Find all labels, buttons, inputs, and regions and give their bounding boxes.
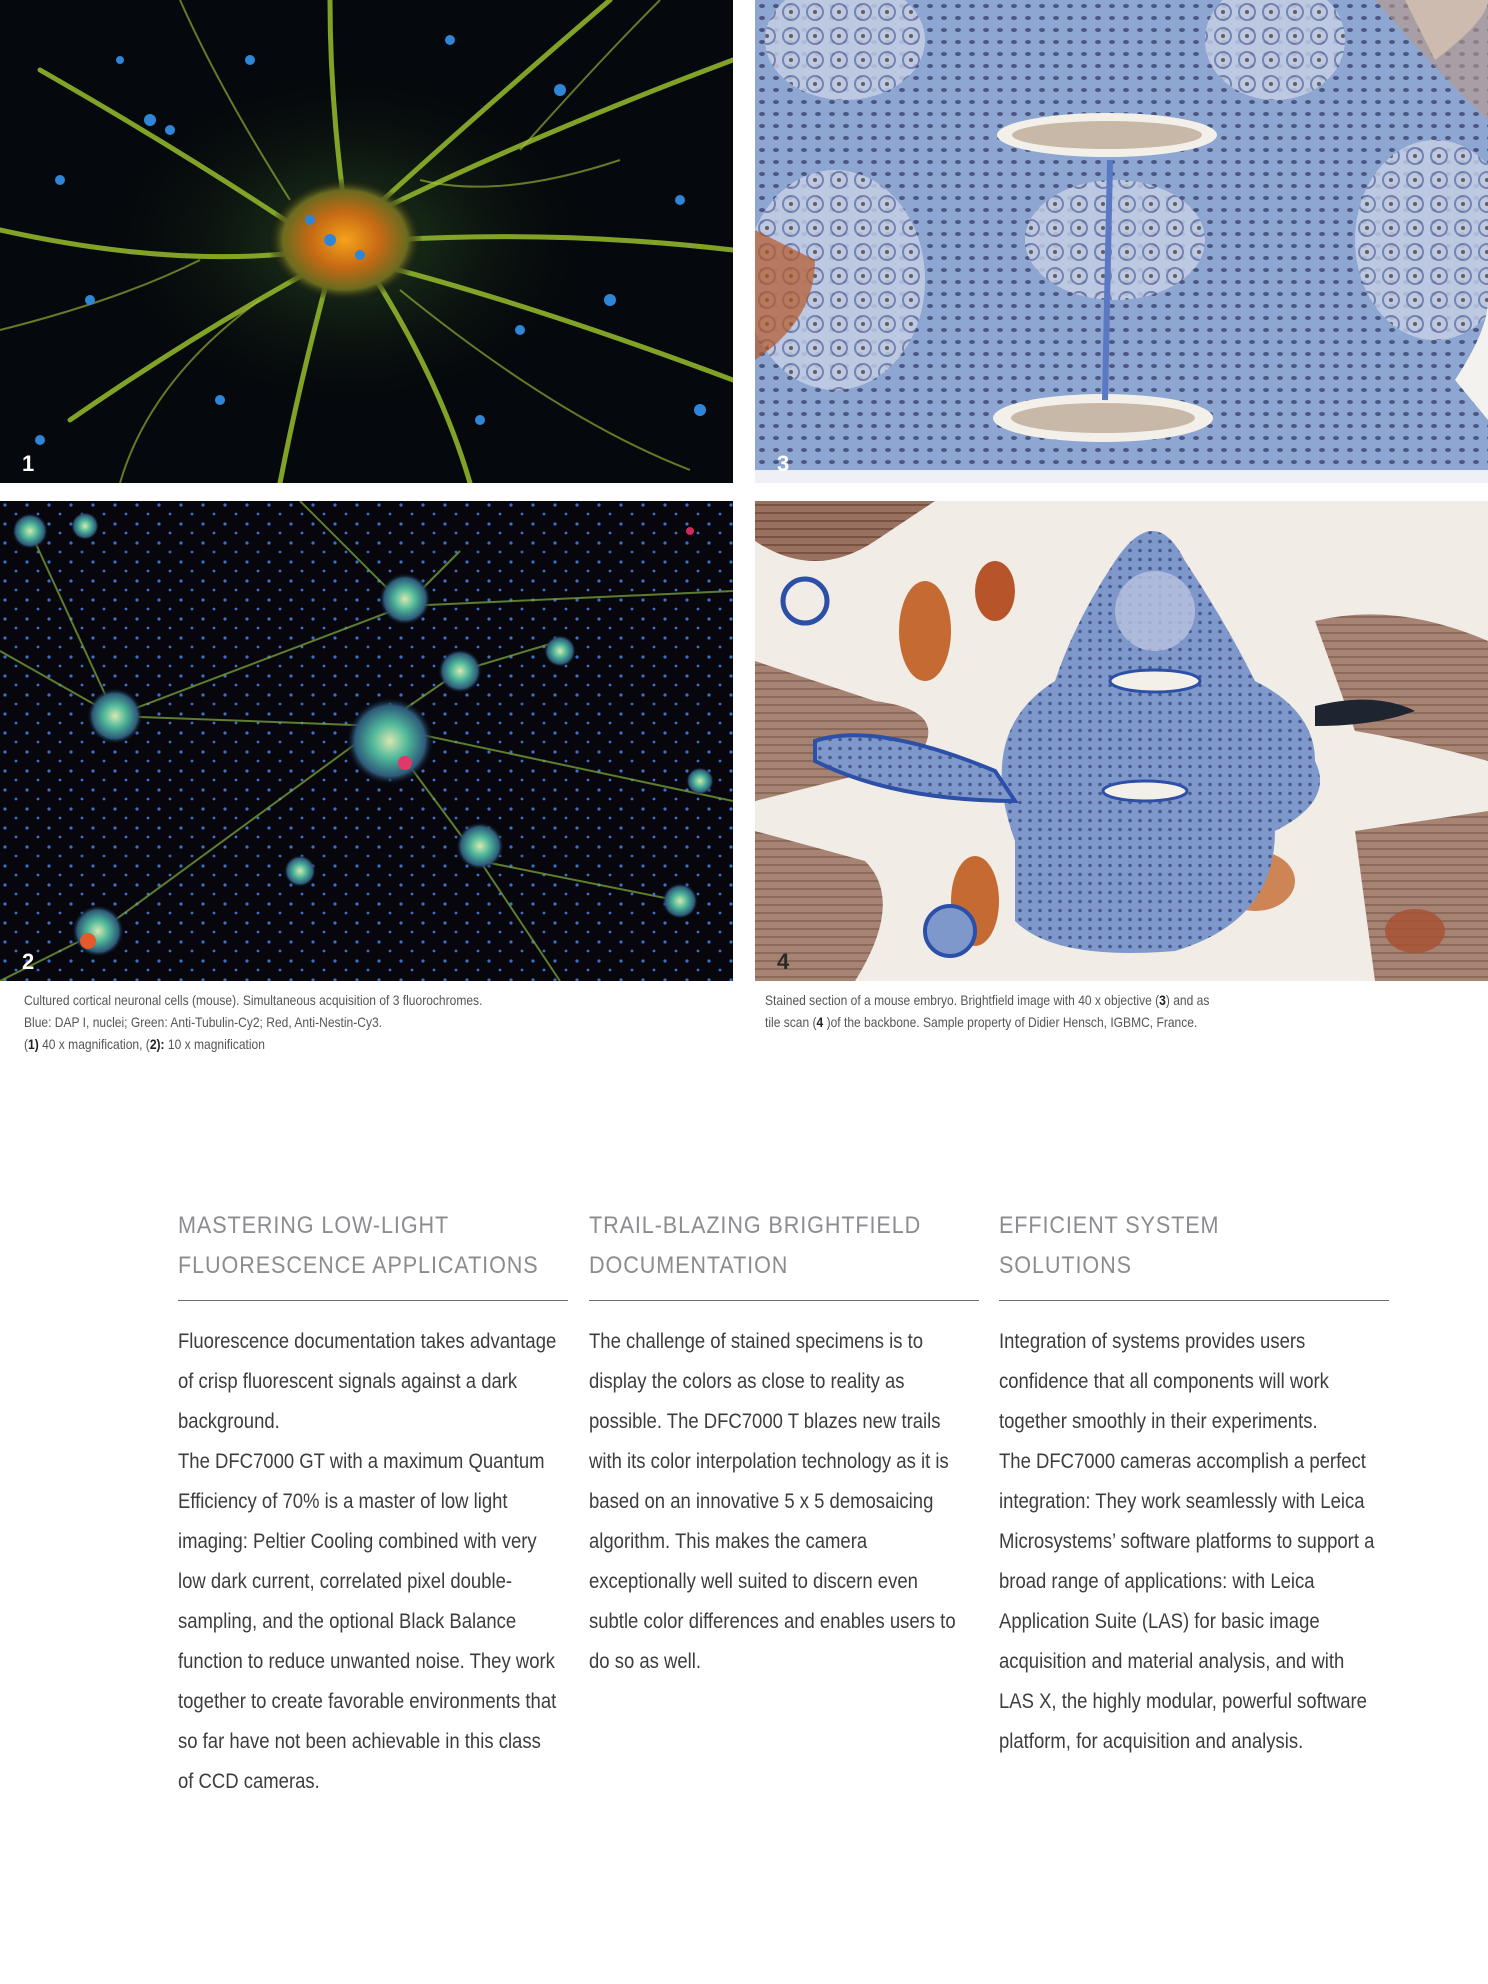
caption-brightfield-line1: Stained section of a mouse embryo. Brightfield image with 40 x objective (3) and as [765,992,1210,1008]
caption-fluorescence-line3: (1) 40 x magnification, (2): 10 x magnification [24,1036,265,1052]
caption-brightfield-line2: tile scan (4 )of the backbone. Sample property of Didier Hensch, IGBMC, France. [765,1014,1198,1030]
heading-rule [178,1300,568,1301]
neuron-fluorescence-40x-image [0,0,733,483]
heading-rule [589,1300,979,1301]
column-body: The challenge of stained specimens is to display the colors as close to reality as possible. The DFC7000 T blazes new trails with its color interpolation technology as it is based on an innovative 5 x 5 demosaicing algorithm. This makes the camera exceptionally well suited to discern even subtle color differences and enables users to do so as well. [589,1329,956,1673]
column-heading: TRAIL-BLAZING BRIGHTFIELD DOCUMENTATION [589,1212,922,1279]
caption-brightfield [765,989,1209,1033]
caption-fluorescence [24,989,482,1055]
caption-fluorescence-line2: Blue: DAP I, nuclei; Green: Anti-Tubulin-Cy2; Red, Anti-Nestin-Cy3. [24,1014,383,1030]
column-low-light-fluorescence [178,1206,568,1801]
column-system-solutions [999,1206,1389,1761]
column-brightfield-documentation [589,1206,979,1681]
column-body: Fluorescence documentation takes advantage of crisp fluorescent signals against a dark background. The DFC7000 GT with a maximum Quantum Efficiency of 70% is a master of low light imaging: Peltier Cooling combined with very low dark current, correlated pixel double-sampling, and the optional Black Balance function to reduce unwanted noise. They work together to create favorable environments that so far have not been achievable in this class of CCD cameras. [178,1329,557,1793]
caption-fluorescence-line1: Cultured cortical neuronal cells (mouse). Simultaneous acquisition of 3 fluorochromes. [24,992,483,1008]
column-heading: EFFICIENT SYSTEM SOLUTIONS [999,1212,1220,1279]
image-number-2: 2 [22,949,35,974]
image-number-4: 4 [777,949,790,974]
neurons-fluorescence-10x-image [0,501,733,981]
image-number-3: 3 [777,451,790,476]
column-heading: MASTERING LOW-LIGHT FLUORESCENCE APPLICATIONS [178,1212,539,1279]
column-body: Integration of systems provides users confidence that all components will work together smoothly in their experiments. The DFC7000 cameras accomplish a perfect integration: They work seamlessly with Leica Microsystems’ software platforms to support a broad range of applications: with Leica Application Suite (LAS) for basic image acquisition and material analysis, and with LAS X, the highly modular, powerful software platform, for acquisition and analysis. [999,1329,1375,1753]
image-number-1: 1 [22,451,35,476]
embryo-backbone-tile-scan-image [755,501,1488,981]
heading-rule [999,1300,1389,1301]
stained-embryo-40x-image [755,0,1488,483]
